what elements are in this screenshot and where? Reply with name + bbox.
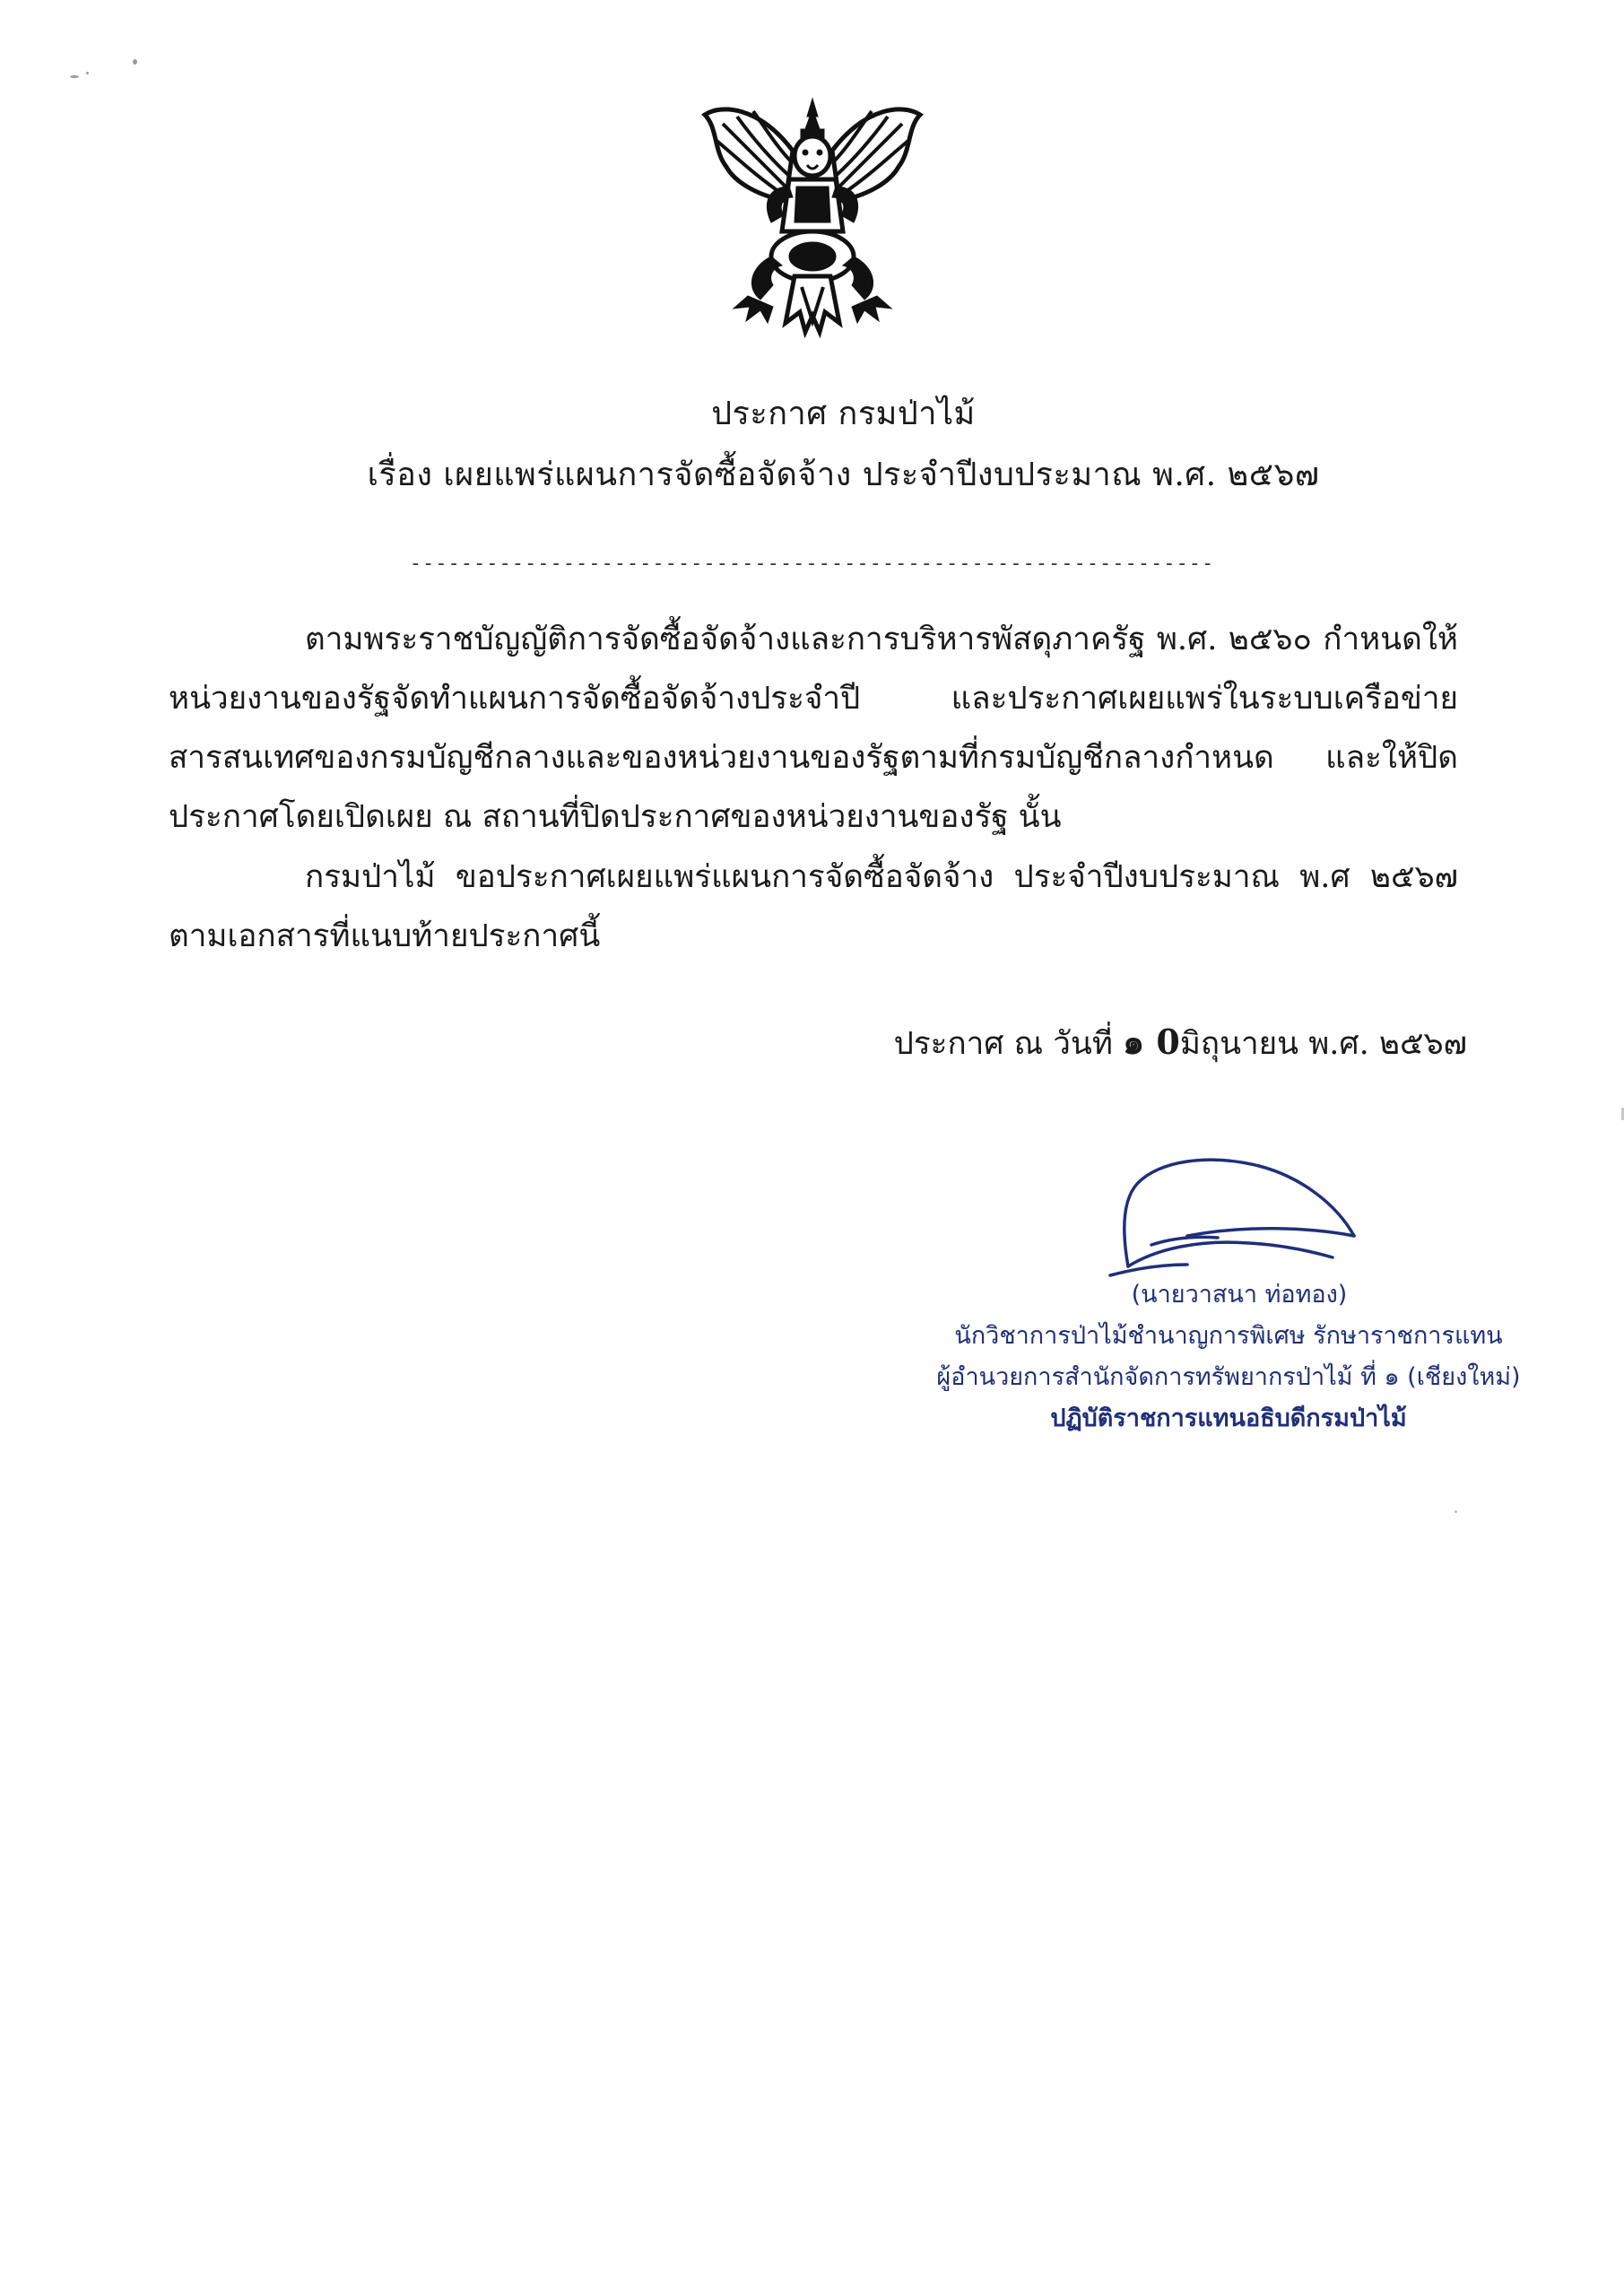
announcement-subject: เรื่อง เผยแพร่แผนการจัดซื้อจัดจ้าง ประจำปีงบประมาณ พ.ศ. ๒๕๖๗ bbox=[367, 457, 1320, 493]
divider-line: --------------------------------------------------------------- bbox=[409, 552, 1215, 575]
paragraph-1-text: ตามพระราชบัญญัติการจัดซื้อจัดจ้างและการบริหารพัสดุภาครัฐ พ.ศ. ๒๕๖๐ กำหนดให้หน่วยงานของรัฐจัดทำแผนการจัดซื้อจัดจ้างประจำปี และประกาศเผยแพร่ในระบบเครือข่ายสารสนเทศของกรมบัญชีกลางและของหน่วยงานของรัฐตามที่กรมบัญชีกลางกำหนด และให้ปิดประกาศโดยเปิดเผย ณ สถานที่ปิดประกาศของหน่วยงานของรัฐ นั้น bbox=[169, 622, 1458, 835]
paragraph-2-text: กรมป่าไม้ ขอประกาศเผยแพร่แผนการจัดซื้อจัดจ้าง ประจำปีงบประมาณ พ.ศ ๒๕๖๗ ตามเอกสารที่แนบท้ายประกาศนี้ bbox=[169, 859, 1458, 954]
signer-position-1: นักวิชาการป่าไม้ชำนาญการพิเศษ รักษาราชการแทน bbox=[954, 1322, 1503, 1350]
scan-speck bbox=[1455, 1510, 1457, 1513]
announcement-title: ประกาศ กรมป่าไม้ bbox=[711, 396, 976, 432]
signer-position-3: ปฏิบัติราชการแทนอธิบดีกรมป่าไม้ bbox=[1050, 1405, 1407, 1432]
date-suffix: มิถุนายน พ.ศ. ๒๕๖๗ bbox=[1179, 1026, 1467, 1062]
scan-speck bbox=[133, 59, 137, 65]
garuda-emblem-icon bbox=[696, 97, 929, 339]
signer-name: (นายวาสนา ท่อทอง) bbox=[1131, 1281, 1348, 1309]
handwritten-signature bbox=[1101, 1150, 1370, 1283]
body-paragraph-1 bbox=[169, 610, 1458, 847]
date-day: ๑ 0 bbox=[1123, 1022, 1180, 1062]
announcement-date bbox=[894, 1022, 1467, 1064]
scan-speck bbox=[86, 72, 89, 74]
date-prefix: ประกาศ ณ วันที่ bbox=[893, 1026, 1113, 1062]
body-paragraph-2 bbox=[169, 848, 1458, 966]
scan-speck bbox=[70, 75, 79, 78]
signer-position-2: ผู้อำนวยการสำนักจัดการทรัพยากรป่าไม้ ที่ ๑ (เชียงใหม่) bbox=[936, 1363, 1521, 1391]
